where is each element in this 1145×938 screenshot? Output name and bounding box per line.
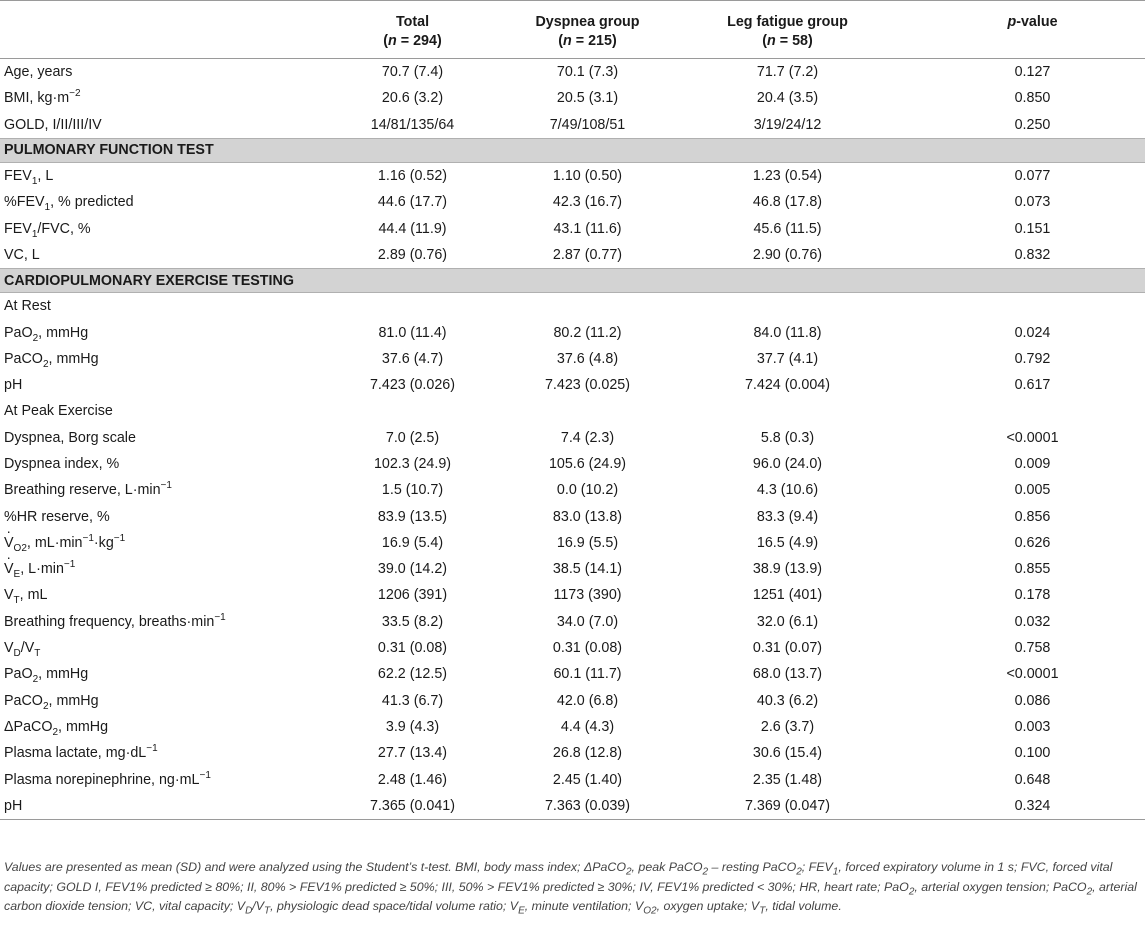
table-row: pH 7.365 (0.041) 7.363 (0.039) 7.369 (0.047) 0.324 [0, 793, 1145, 820]
table-row: $FEV_1$, L 1.16 (0.52) 1.10 (0.50) 1.23 (0.54) 0.077 [4, 168, 1051, 187]
table-row: PaCO$_2$, mmHg 37.6 (4.7) 37.6 (4.8) 37.7 (4.1) 0.792 [4, 350, 1051, 370]
table-row: GOLD, I/II/III/IV 14/81/135/64 7/49/108/51 3/19/24/12 0.250 [4, 116, 1051, 133]
table-row: Age, years 70.7 (7.4) 70.1 (7.3) 71.7 (7.2) 0.127 [4, 64, 1051, 81]
subsection-at-rest: At Rest [4, 298, 51, 315]
table-row: · $V_E$, $L\cdot\min^{-1}$ 39.0 (14.2) 38.5 (14.1) 38.9 (13.9) 0.855 [0, 556, 1145, 582]
table-row: $V_D/V_T$ 0.31 (0.08) 0.31 (0.08) 0.31 (0.07) 0.758 [4, 640, 1051, 659]
header-empty [0, 1, 335, 59]
table-row: Dyspnea index, % 102.3 (24.9) 105.6 (24.9) 96.0 (24.0) 0.009 [4, 456, 1051, 472]
table-row: Breathing reserve, $L\cdot\min^{-1}$ 1.5 (10.7) 0.0 (10.2) 4.3 (10.6) 0.005 [4, 480, 1051, 499]
table-row: Breathing frequency, $breaths\cdot\min^{-1}$ 33.5 (8.2) 34.0 (7.0) 32.0 (6.1) 0.032 [4, 612, 1051, 630]
table-header [0, 1, 1145, 59]
table-row: $FEV_1$/FVC, % 44.4 (11.9) 43.1 (11.6) 45.6 (11.5) 0.151 [4, 220, 1051, 240]
table-row: Plasma norepinephrine, $ng\cdot mL^{-1}$ 2.48 (1.46) 2.45 (1.40) 2.35 (1.48) 0.648 [4, 769, 1051, 788]
table-row: Plasma lactate, $mg\cdot dL^{-1}$ 27.7 (13.4) 26.8 (12.8) 30.6 (15.4) 0.100 [4, 743, 1051, 762]
header-leg-fatigue: Leg fatigue group (n = 58) [685, 1, 890, 59]
table-row: BMI, $kg\cdot m^{-2}$ 20.6 (3.2) 20.5 (3.1) 20.4 (3.5) 0.850 [4, 88, 1051, 107]
table-row: · $V_{O2}$, $mL\cdot\min^{-1}\cdot kg^{-1}$ 16.9 (5.4) 16.9 (5.5) 16.5 (4.9) 0.626 [0, 530, 1145, 556]
table-row: PaCO$_2$, mmHg 41.3 (6.7) 42.0 (6.8) 40.3 (6.2) 0.086 [4, 692, 1051, 712]
subsection-at-peak: At Peak Exercise [4, 403, 113, 420]
header-total: Total (n = 294) [335, 1, 490, 59]
table-row: $V_T$, mL 1206 (391) 1173 (390) 1251 (401) 0.178 [4, 587, 1051, 607]
header-dyspnea: Dyspnea group (n = 215) [490, 1, 685, 59]
table-row: ΔPaCO$_2$, mmHg 3.9 (4.3) 4.4 (4.3) 2.6 (3.7) 0.003 [4, 718, 1051, 738]
table-footnote: Values are presented as mean (SD) and were analyzed using the Student’s t-test. BMI, body mass index; ΔPaCO$_2$, peak PaCO$_2$ – resting PaCO$_2$; $FEV_1$, forced expiratory volume in 1 s; FVC, forced vital capacity; GOLD I, FEV1% predicted ≥ 80%; II, 80% > FEV1% predicted ≥ 50%; III, 50% > FEV1% predicted ≥ 30%; IV, FEV1% predicted < 30%; HR, heart rate; PaO$_2$, arterial oxygen tension; PaCO$_2$, arterial carbon dioxide tension; VC, vital capacity; $V_D/V_T$, physiologic dead space/tidal volume ratio; $V_E$, minute ventilation; $V_{O2}$, oxygen uptake; $V_T$, tidal volume. [4, 860, 1137, 917]
header-p-value: p-value [890, 1, 1145, 59]
table-row: PaO$_2$, mmHg 81.0 (11.4) 80.2 (11.2) 84.0 (11.8) 0.024 [4, 324, 1051, 344]
section-header-cpet: CARDIOPULMONARY EXERCISE TESTING [0, 269, 1145, 293]
table-row: pH 7.423 (0.026) 7.423 (0.025) 7.424 (0.004) 0.617 [4, 377, 1051, 394]
table-row: $\%FEV_1$, % predicted 44.6 (17.7) 42.3 (16.7) 46.8 (17.8) 0.073 [4, 194, 1051, 214]
table-row: VC, L 2.89 (0.76) 2.87 (0.77) 2.90 (0.76) 0.832 [4, 246, 1051, 263]
table-row: Dyspnea, Borg scale 7.0 (2.5) 7.4 (2.3) 5.8 (0.3) <0.0001 [4, 429, 1059, 446]
table-row: PaO$_2$, mmHg 62.2 (12.5) 60.1 (11.7) 68.0 (13.7) <0.0001 [4, 666, 1059, 686]
table-row: %HR reserve, % 83.9 (13.5) 83.0 (13.8) 83.3 (9.4) 0.856 [4, 508, 1051, 525]
section-header-pft: PULMONARY FUNCTION TEST [0, 138, 1145, 162]
